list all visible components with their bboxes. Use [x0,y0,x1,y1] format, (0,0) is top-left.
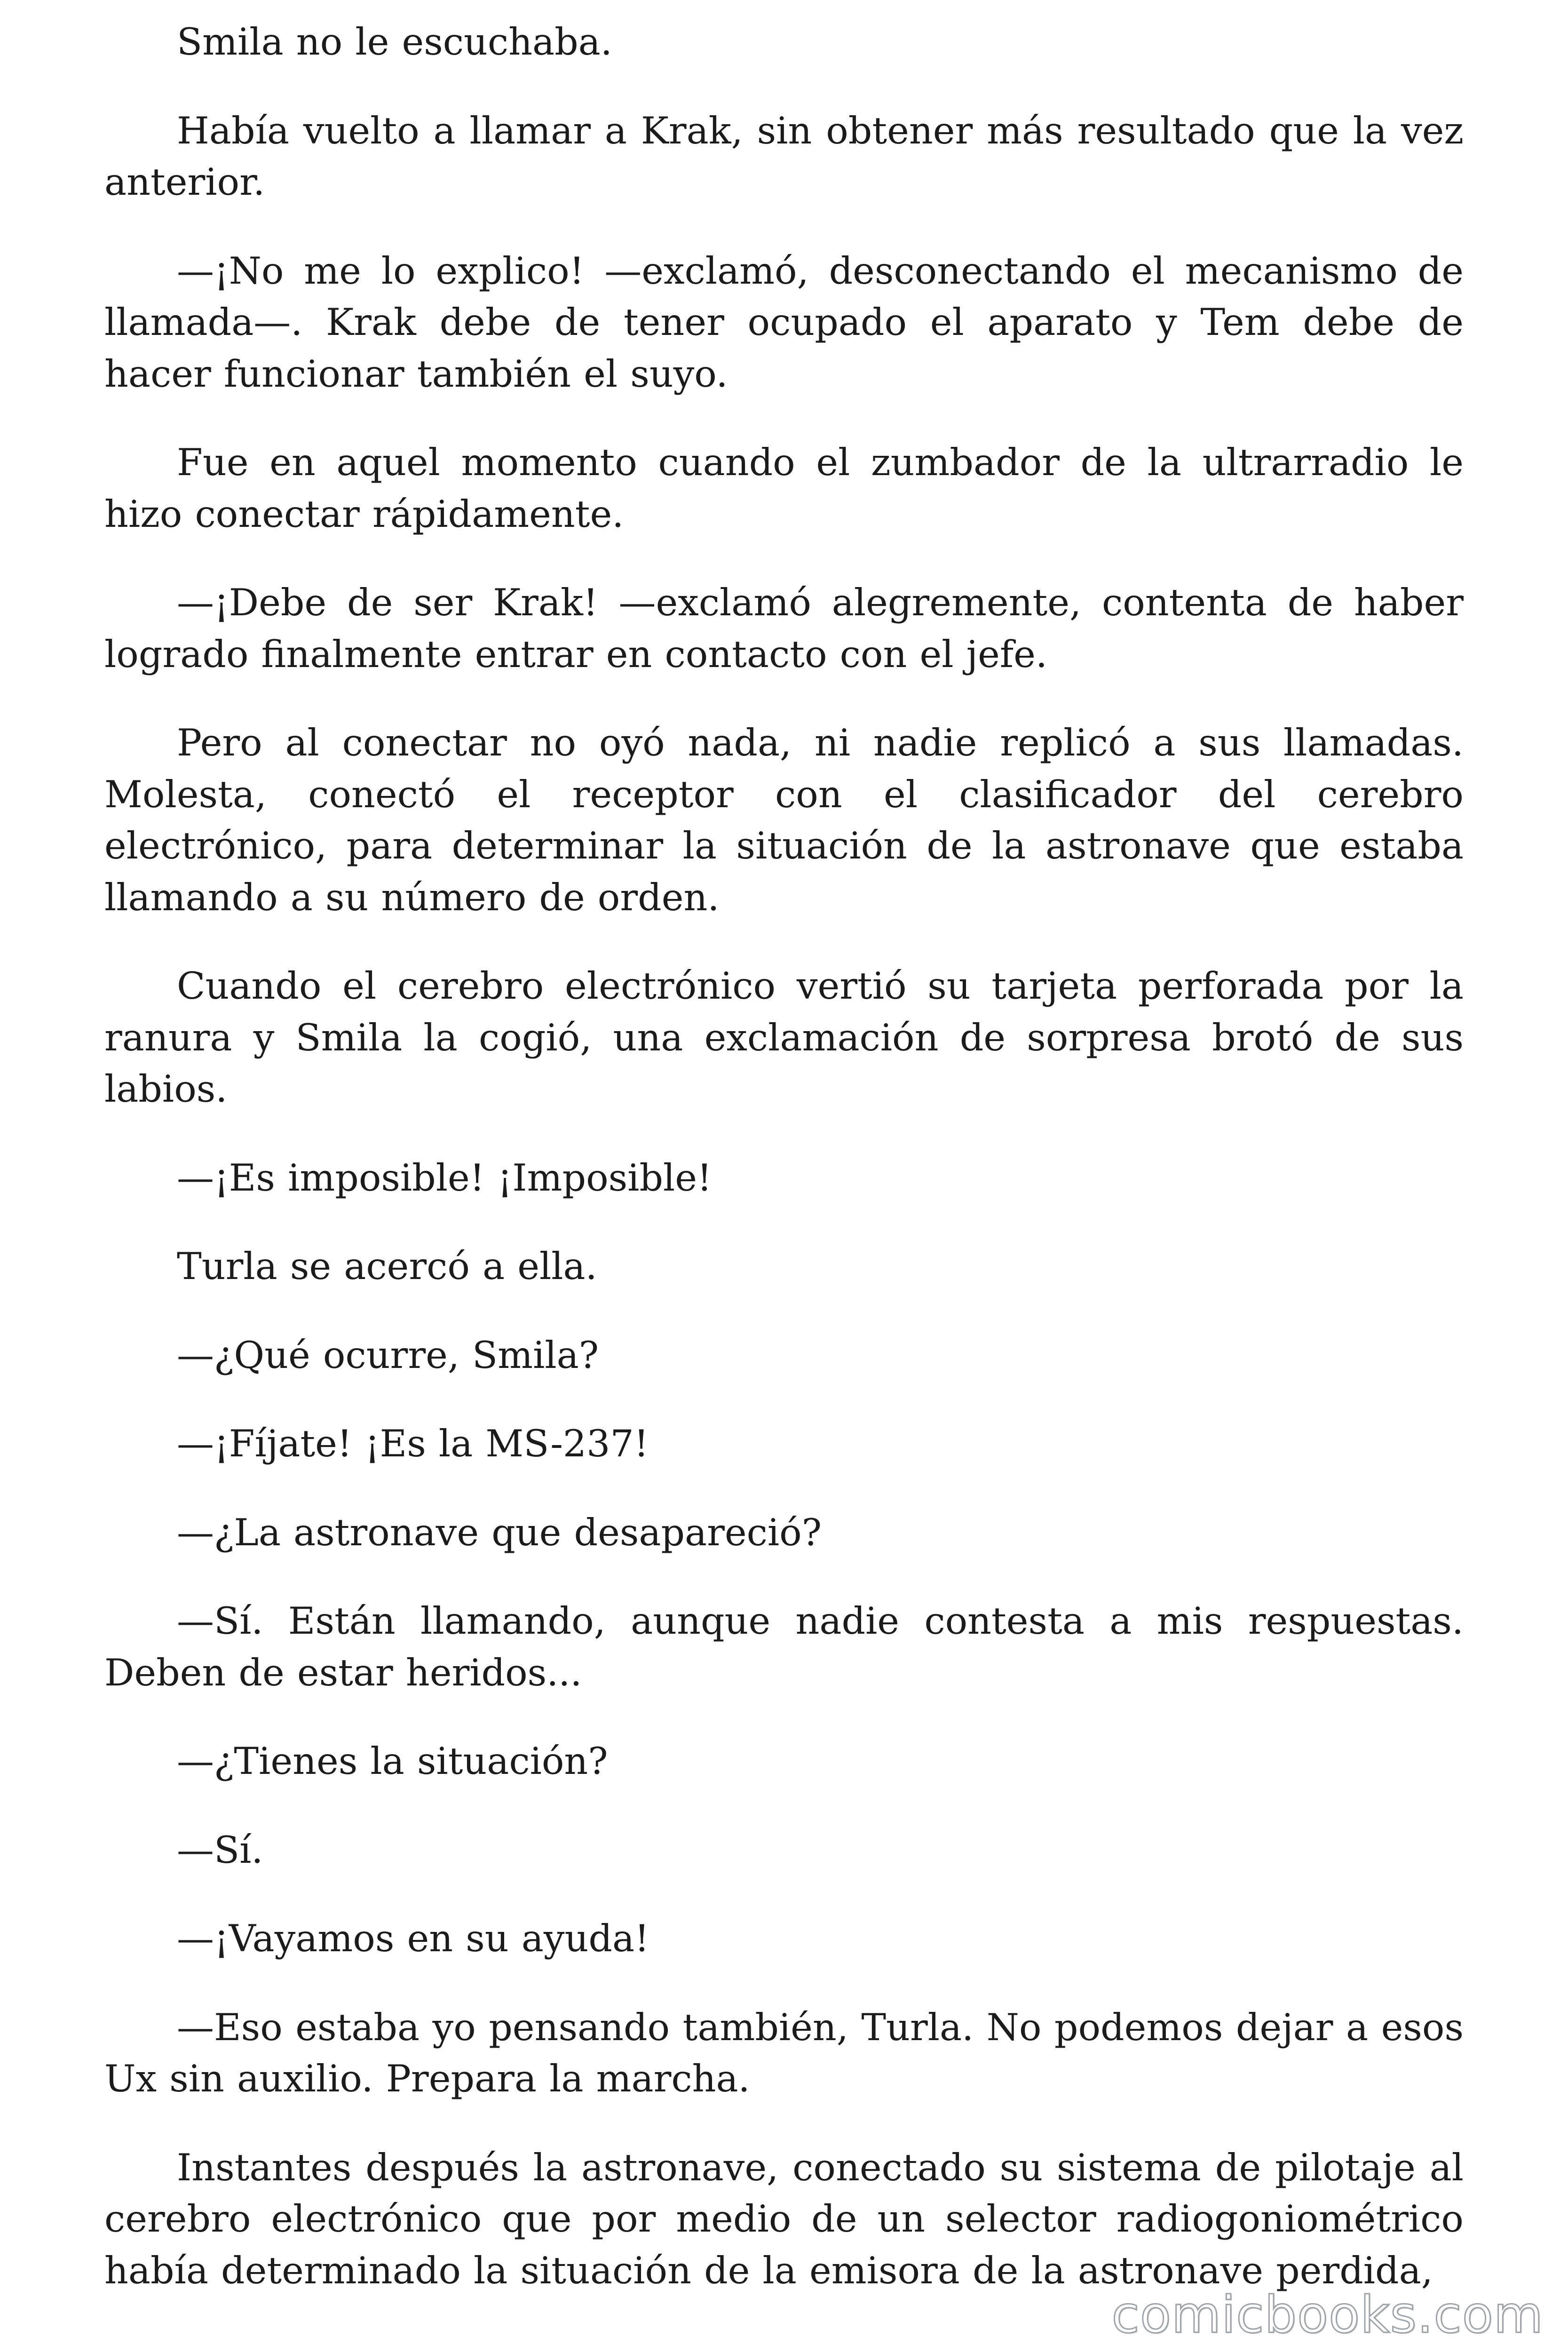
paragraph-10: —¿Qué ocurre, Smila? [177,1333,599,1377]
paragraph-7: Cuando el cerebro electrónico vertió su tarjeta perforada por la ranura y Smila la cogió, una exclamación de sorpresa brotó de sus labios. [104,964,1464,1111]
paragraph-8: —¡Es imposible! ¡Imposible! [177,1156,712,1200]
paragraph-2: Había vuelto a llamar a Krak, sin obtener más resultado que la vez anterior. [104,109,1464,204]
paragraph-13: —Sí. Están llamando, aunque nadie contesta a mis respuestas. Deben de estar heridos... [104,1599,1464,1694]
watermark-logo: comicbooks.com [1111,2286,1544,2344]
paragraph-16: —¡Vayamos en su ayuda! [177,1917,649,1960]
text-column [104,16,1464,2334]
paragraph-17: —Eso estaba yo pensando también, Turla. No podemos dejar a esos Ux sin auxilio. Prepara la marcha. [104,2005,1464,2100]
paragraph-5: —¡Debe de ser Krak! —exclamó alegremente, contenta de haber logrado finalmente entrar en contacto con el jefe. [104,581,1464,676]
paragraph-14: —¿Tienes la situación? [177,1740,608,1783]
paragraph-11: —¡Fíjate! ¡Es la MS-237! [177,1422,649,1465]
paragraph-6: Pero al conectar no oyó nada, ni nadie replicó a sus llamadas. Molesta, conectó el receptor con el clasificador del cerebro electrónico, para determinar la situación de la astronave que estaba llamando a su número de orden. [104,721,1464,919]
paragraph-15: —Sí. [177,1828,263,1872]
paragraph-9: Turla se acercó a ella. [177,1245,597,1288]
paragraph-12: —¿La astronave que desapareció? [177,1510,822,1554]
paragraph-18: Instantes después la astronave, conectado su sistema de pilotaje al cerebro electrónico que por medio de un selector radiogoniométrico había determinado la situación de la emisora de la astronave perdida, [104,2145,1464,2292]
paragraph-3: —¡No me lo explico! —exclamó, desconectando el mecanismo de llamada—. Krak debe de tener ocupado el aparato y Tem debe de hacer funcionar también el suyo. [104,249,1464,396]
paragraph-4: Fue en aquel momento cuando el zumbador de la ultrarradio le hizo conectar rápidamente. [104,441,1464,536]
paragraph-1: Smila no le escuchaba. [177,20,612,64]
